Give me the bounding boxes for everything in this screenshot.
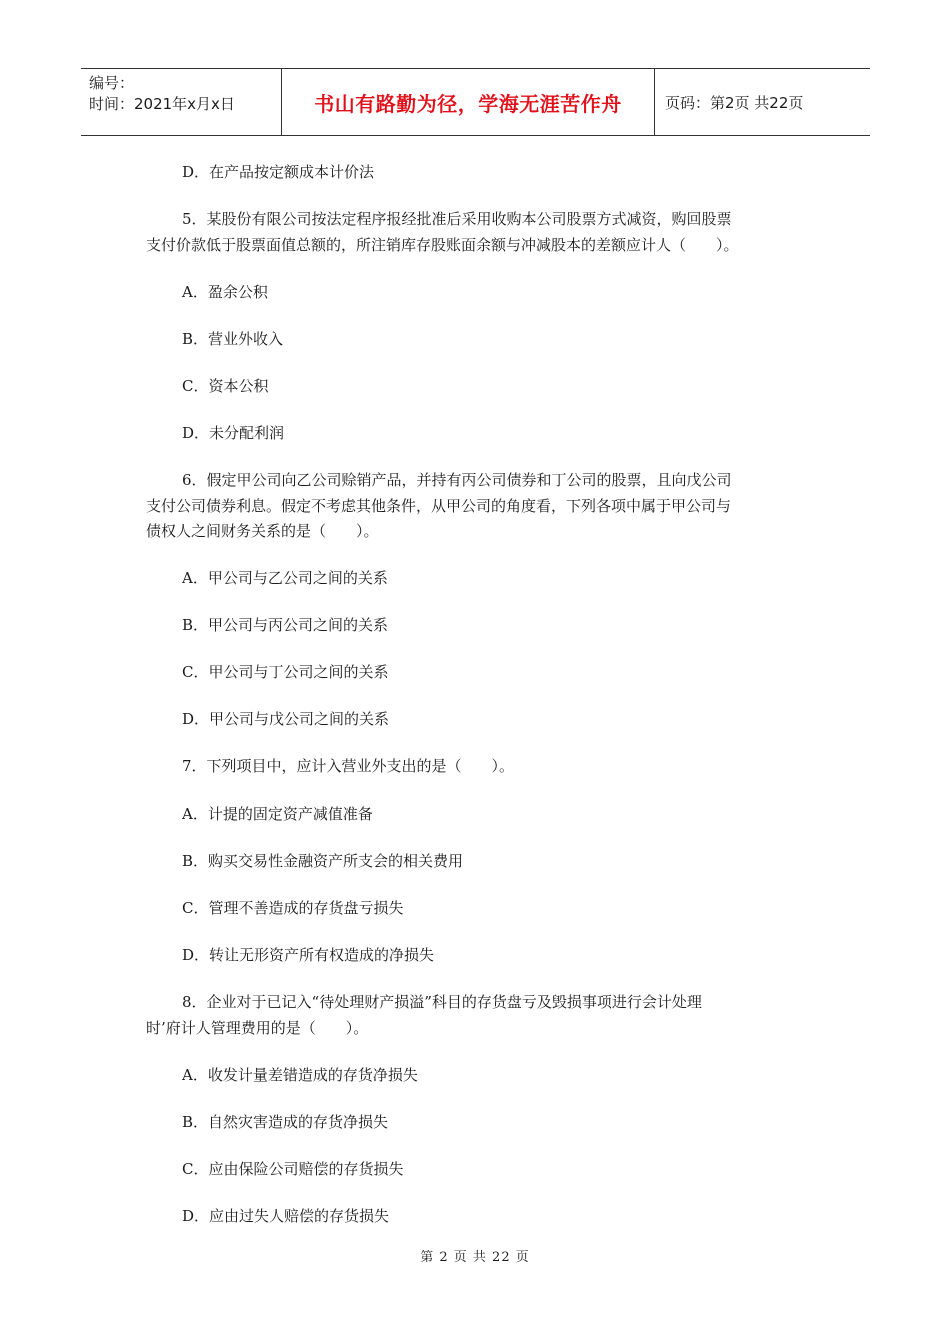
- question-line: 8．企业对于已记入“待处理财产损溢”科目的存货盘亏及毁损事项进行会计处理: [182, 993, 702, 1011]
- question-line: 债权人之间财务关系的是（ ）。: [146, 522, 379, 540]
- option-line: C．管理不善造成的存货盘亏损失: [182, 899, 404, 917]
- number-label: 编号：: [89, 74, 135, 92]
- option-line: B．购买交易性金融资产所支会的相关费用: [182, 852, 464, 870]
- header-motto: 书山有路勤为径，学海无涯苦作舟: [282, 69, 655, 135]
- option-line: B．营业外收入: [182, 330, 284, 348]
- question-line: 5．某股份有限公司按法定程序报经批准后采用收购本公司股票方式减资，购回股票: [182, 210, 732, 228]
- option-line: D．在产品按定额成本计价法: [182, 163, 375, 181]
- page-header: [81, 68, 870, 136]
- header-page-info: 页码：第2页 共22页: [665, 93, 804, 112]
- option-line: C．甲公司与丁公司之间的关系: [182, 663, 389, 681]
- page-footer: 第 2 页 共 22 页: [420, 1250, 530, 1265]
- option-line: A．盈余公积: [182, 283, 268, 301]
- option-line: B．自然灾害造成的存货净损失: [182, 1113, 389, 1131]
- option-line: D．转让无形资产所有权造成的净损失: [182, 946, 435, 964]
- option-line: A．收发计量差错造成的存货净损失: [182, 1066, 418, 1084]
- question-line: 时’府计人管理费用的是（ ）。: [146, 1019, 369, 1037]
- option-line: D．甲公司与戊公司之间的关系: [182, 710, 390, 728]
- header-meta: [81, 69, 282, 135]
- question-line: 支付公司债券利息。假定不考虑其他条件，从甲公司的角度看，下列各项中属于甲公司与: [146, 497, 732, 515]
- question-line: 7．下列项目中，应计入营业外支出的是（ ）。: [182, 757, 515, 775]
- option-line: D．应由过失人赔偿的存货损失: [182, 1207, 390, 1225]
- question-line: 支付价款低于股票面值总额的，所注销库存股账面余额与冲减股本的差额应计人（ ）。: [146, 236, 739, 254]
- option-line: C．应由保险公司赔偿的存货损失: [182, 1160, 404, 1178]
- option-line: D．未分配利润: [182, 424, 285, 442]
- option-line: A．计提的固定资产减值准备: [182, 805, 373, 823]
- question-line: 6．假定甲公司向乙公司赊销产品，并持有丙公司债券和丁公司的股票，且向戊公司: [182, 471, 732, 489]
- time-label: 时间：2021年x月x日: [89, 95, 235, 113]
- option-line: B．甲公司与丙公司之间的关系: [182, 616, 389, 634]
- option-line: A．甲公司与乙公司之间的关系: [182, 569, 388, 587]
- option-line: C．资本公积: [182, 377, 269, 395]
